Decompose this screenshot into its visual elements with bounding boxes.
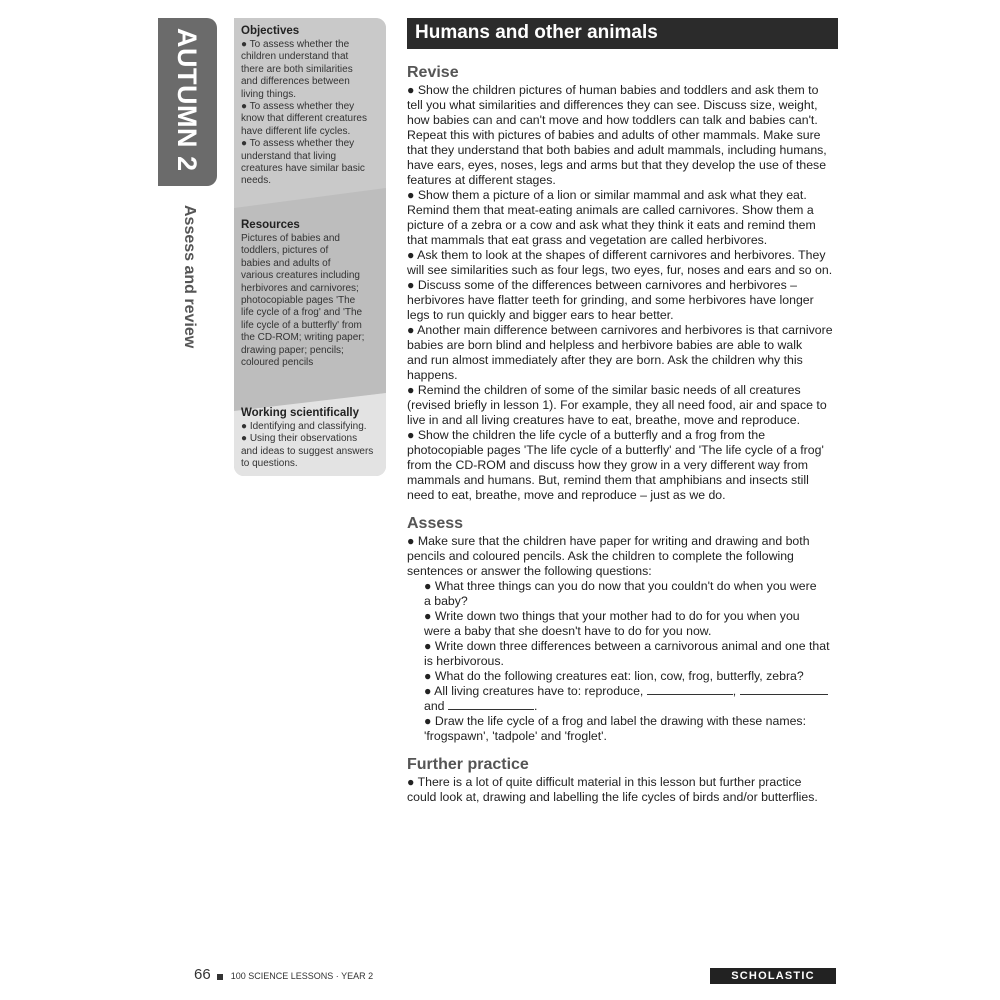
- assess-intro-text: [407, 534, 839, 579]
- revise-line: ● Show them a picture of a lion or similar mammal and ask what they eat.: [407, 188, 807, 202]
- resources-line: various creatures including: [241, 270, 360, 282]
- objectives-line: and differences between: [241, 76, 350, 88]
- tab-label: AUTUMN 2: [172, 28, 202, 172]
- publisher-name: SCHOLASTIC: [731, 970, 815, 982]
- revise-line: legs to run quickly and bigger ears to hear better.: [407, 308, 674, 322]
- revise-line: from the CD-ROM and discuss how they grow in a very different way from: [407, 458, 808, 472]
- blank-line-1: [647, 684, 733, 695]
- assess-question-line: is herbivorous.: [424, 654, 504, 668]
- objectives-line: creatures have similar basic: [241, 163, 365, 175]
- main-content: [407, 63, 839, 805]
- further-heading: Further practice: [407, 756, 529, 773]
- revise-line: that they understand that both babies and adult mammals, including humans,: [407, 143, 827, 157]
- working-line: and ideas to suggest answers: [241, 445, 374, 457]
- objectives-line: have different life cycles.: [241, 125, 351, 137]
- objectives-line: understand that living: [241, 150, 337, 162]
- revise-line: have ears, eyes, noses, legs and arms but that they develop the use of these: [407, 158, 827, 172]
- resources-heading: Resources: [241, 219, 300, 231]
- objectives-text: [241, 39, 381, 188]
- resources-line: drawing paper; pencils;: [241, 344, 344, 356]
- tab-subtitle: Assess and review: [181, 205, 198, 349]
- publisher-logo: [710, 968, 836, 984]
- resources-text: [241, 233, 381, 369]
- assess-question-line: ● Write down two things that your mother had to do for you when you: [424, 609, 800, 623]
- revise-line: need to eat, breathe, move and reproduce – just as we do.: [407, 488, 726, 502]
- revise-line: and run almost immediately after they are born. Ask the children why this: [407, 353, 803, 367]
- resources-line: the CD-ROM; writing paper;: [241, 332, 365, 344]
- objectives-section: [241, 25, 381, 188]
- living-comma: ,: [732, 684, 737, 698]
- assess-question-line: were a baby that she doesn't have to do for you now.: [424, 624, 712, 638]
- assess-questions: [407, 579, 839, 684]
- working-text: [241, 421, 381, 471]
- objectives-line: living things.: [241, 88, 297, 100]
- further-line: could look at, drawing and labelling the life cycles of birds and/or butterflies.: [407, 790, 818, 804]
- revise-line: (revised briefly in lesson 1). For example, they all need food, air and space to: [407, 398, 827, 412]
- resources-line: herbivores and carnivores;: [241, 282, 359, 294]
- revise-line: picture of a zebra or a cow and ask what they think it eats and remind them: [407, 218, 816, 232]
- objectives-line: ● To assess whether the: [241, 39, 350, 50]
- revise-line: mammals and humans. But, remind them that amphibians and insects still: [407, 473, 809, 487]
- assess-living-line: [407, 684, 839, 699]
- revise-heading: Revise: [407, 64, 459, 81]
- objectives-line: there are both similarities: [241, 63, 353, 75]
- objectives-line: know that different creatures: [241, 113, 367, 125]
- blank-line-2: [740, 684, 828, 695]
- footer-square-icon: [217, 974, 223, 980]
- revise-line: herbivores have flatter teeth for grinding, and some herbivores have longer: [407, 293, 814, 307]
- assess-question-line: a baby?: [424, 594, 468, 608]
- assess-draw-text: [407, 714, 839, 744]
- objectives-line: ● To assess whether they: [241, 101, 355, 113]
- revise-line: how babies can and can't move and how toddlers can talk and babies can't.: [407, 113, 818, 127]
- further-line: ● There is a lot of quite difficult material in this lesson but further practice: [407, 775, 802, 789]
- revise-line: ● Ask them to look at the shapes of different carnivores and herbivores. They: [407, 248, 826, 262]
- objectives-line: needs.: [241, 175, 272, 187]
- assess-intro-line: ● Make sure that the children have paper for writing and drawing and both: [407, 534, 810, 548]
- assess-draw-line: ● Draw the life cycle of a frog and label the drawing with these names:: [424, 714, 806, 728]
- revise-line: features at different stages.: [407, 173, 556, 187]
- working-line: ● Using their observations: [241, 433, 358, 445]
- living-and: and: [424, 699, 445, 713]
- sidebar: [234, 18, 386, 476]
- revise-line: ● Show the children pictures of human babies and toddlers and ask them to: [407, 83, 819, 97]
- revise-line: ● Remind the children of some of the similar basic needs of all creatures: [407, 383, 801, 397]
- resources-line: Pictures of babies and: [241, 233, 340, 244]
- page-title: Humans and other animals: [415, 22, 658, 43]
- working-line: ● Identifying and classifying.: [241, 421, 367, 432]
- working-line: to questions.: [241, 458, 298, 470]
- living-end: .: [533, 699, 538, 713]
- blank-line-3: [448, 699, 534, 710]
- page-number: 66: [194, 966, 211, 983]
- revise-line: that mammals that eat grass and vegetation are called herbivores.: [407, 233, 768, 247]
- assess-intro-line: sentences or answer the following questions:: [407, 564, 652, 578]
- revise-line: ● Discuss some of the differences between carnivores and herbivores –: [407, 278, 797, 292]
- assess-question-line: ● Write down three differences between a carnivorous animal and one that: [424, 639, 830, 653]
- assess-intro-line: pencils and coloured pencils. Ask the children to complete the following: [407, 549, 794, 563]
- resources-line: babies and adults of: [241, 257, 331, 269]
- working-heading: Working scientifically: [241, 407, 360, 419]
- resources-line: coloured pencils: [241, 357, 314, 369]
- resources-line: life cycle of a frog' and 'The: [241, 307, 363, 319]
- living-prefix: ● All living creatures have to: reproduce,: [424, 684, 647, 698]
- resources-line: toddlers, pictures of: [241, 245, 329, 257]
- revise-line: live in and all living creatures have to eat, breathe, move and reproduce.: [407, 413, 801, 427]
- objectives-line: children understand that: [241, 51, 349, 63]
- revise-line: tell you what similarities and differences they can see. Discuss size, weight,: [407, 98, 818, 112]
- revise-line: happens.: [407, 368, 458, 382]
- objectives-heading: Objectives: [241, 25, 300, 37]
- resources-line: photocopiable pages 'The: [241, 295, 356, 307]
- revise-line: Remind them that meat-eating animals are called carnivores. Show them a: [407, 203, 814, 217]
- further-text: [407, 775, 839, 805]
- assess-question-line: ● What do the following creatures eat: lion, cow, frog, butterfly, zebra?: [424, 669, 804, 683]
- resources-line: life cycle of a butterfly' from: [241, 319, 362, 331]
- footer: [194, 966, 373, 983]
- revise-line: babies are born blind and helpless and herbivore babies are able to walk: [407, 338, 803, 352]
- resources-section: [241, 219, 381, 369]
- revise-text: [407, 83, 839, 503]
- assess-draw-line: 'frogspawn', 'tadpole' and 'froglet'.: [424, 729, 607, 743]
- book-title: 100 SCIENCE LESSONS · YEAR 2: [230, 971, 374, 981]
- objectives-line: ● To assess whether they: [241, 138, 355, 150]
- page-title-bar: [407, 18, 838, 49]
- assess-living-line-2: [407, 699, 839, 714]
- revise-line: ● Show the children the life cycle of a butterfly and a frog from the: [407, 428, 766, 442]
- assess-question-line: ● What three things can you do now that you couldn't do when you were: [424, 579, 817, 593]
- revise-line: photocopiable pages 'The life cycle of a butterfly' and 'The life cycle of a frog': [407, 443, 824, 457]
- revise-line: will see similarities such as four legs, two eyes, fur, noses and ears and so on.: [407, 263, 833, 277]
- revise-line: Repeat this with pictures of babies and adults of other mammals. Make sure: [407, 128, 821, 142]
- assess-heading: Assess: [407, 515, 464, 532]
- working-section: [241, 407, 381, 471]
- revise-line: ● Another main difference between carnivores and herbivores is that carnivore: [407, 323, 833, 337]
